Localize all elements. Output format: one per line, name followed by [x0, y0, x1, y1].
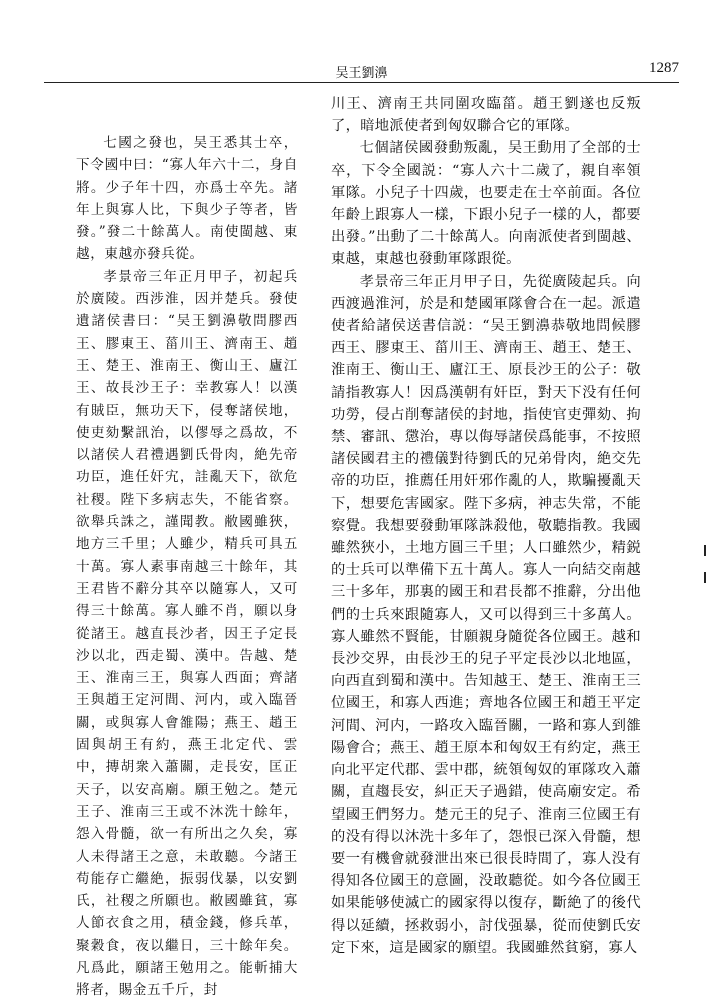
translation-paragraph: 孝景帝三年正月甲子日，先從廣陵起兵。向西渡過淮河，於是和楚國軍隊會合在一起。派遣使者給諸侯送書信説：“吴王劉濞恭敬地問候膠西王、膠東王、菑川王、濟南王、趙王、楚王、淮南王、衡山王、廬江王、原長沙王的公子：敬請指教寡人！因爲漢朝有奸臣，對天下没有任何功勞，侵占削奪諸侯的封地，指使官吏彈劾、拘禁、審訊、懲治，專以侮辱諸侯爲能事，不按照諸侯國君主的禮儀對待劉氏的兄弟骨肉，絶交先帝的功臣，推薦任用奸邪作亂的人，欺騙擾亂天下，想要危害國家。陛下多病，神志失常，不能察覺。我想要發動軍隊誅殺他，敬聽指教。我國雖然狹小，土地方圓三千里；人口雖然少，精鋭的士兵可以準備下五十萬人。寡人一向結交南越三十多年，那裏的國王和君長都不推辭，分出他們的士兵來跟隨寡人，又可以得到三十多萬人。寡人雖然不賢能，甘願親身隨從各位國王。越和長沙交界，由長沙王的兒子平定長沙以北地區，向西直到蜀和漢中。告知越王、楚王、淮南王三位國王，和寡人西進；齊地各位國王和趙王平定河間、河内，一路攻入臨晉關，一路和寡人到雒陽會合；燕王、趙王原本和匈奴王有約定，燕王向北平定代郡、雲中郡，統領匈奴的軍隊攻入蕭關，直趨長安，糾正天子過錯，使高廟安定。希望國王們努力。楚元王的兒子、淮南三位國王有的没有得以沐洗十多年了，怨恨已深入骨髓，想要一有機會就發泄出來已很長時間了，寡人没有得知各位國王的意圖，没敢聽從。如今各位國王如果能够使滅亡的國家得以復存，斷絶了的後代得以延續，拯救弱小，討伐强暴，從而使劉氏安定下來，這是國家的願望。我國雖然貧窮，寡人 [331, 273, 641, 956]
header-rule [44, 82, 679, 83]
original-paragraph: 七國之發也，吴王悉其士卒，下令國中曰：“寡人年六十二，身自將。少子年十四，亦爲士卒先。諸年上與寡人比，下與少子等者，皆發。”發二十餘萬人。南使閩越、東越，東越亦發兵從。 [76, 135, 298, 263]
original-paragraph: 孝景帝三年正月甲子，初起兵於廣陵。西涉淮，因并楚兵。發使遺諸侯書曰：“吴王劉濞敬問膠西王、膠東王、菑川王、濟南王、趙王、楚王、淮南王、衡山王、廬江王、故長沙王子：幸教寡人！以漢有賊臣，無功天下，侵奪諸侯地，使吏劾繫訊治，以僇辱之爲故，不以諸侯人君禮遇劉氏骨肉，絶先帝功臣，進任奸宄，詿亂天下，欲危社稷。陛下多病志失，不能省察。欲舉兵誅之，謹聞教。敝國雖狹，地方三千里；人雖少，精兵可具五十萬。寡人素事南越三十餘年，其王君皆不辭分其卒以隨寡人，又可得三十餘萬。寡人雖不肖，願以身從諸王。越直長沙者，因王子定長沙以北，西走蜀、漢中。告越、楚王、淮南三王，與寡人西面；齊諸王與趙王定河間、河内，或入臨晉關，或與寡人會雒陽；燕王、趙王固與胡王有約，燕王北定代、雲中，摶胡衆入蕭關，走長安，匡正天子，以安高廟。願王勉之。楚元王子、淮南三王或不沐洗十餘年，怨入骨髓，欲一有所出之久矣，寡人未得諸王之意，未敢聽。今諸王苟能存亡繼絶，振弱伐暴，以安劉氏，社稷之所願也。敝國雖貧，寡人節衣食之用，積金錢，修兵革，聚穀食，夜以繼日，三十餘年矣。凡爲此，願諸王勉用之。能斬捕大將者，賜金五千斤，封 [76, 268, 298, 999]
margin-mark [704, 545, 706, 556]
translation-column [331, 93, 641, 959]
page-header [44, 60, 679, 84]
translation-continuation: 川王、濟南王共同圍攻臨菑。趙王劉遂也反叛了，暗地派使者到匈奴聯合它的軍隊。 [331, 96, 641, 135]
page-number: 1287 [649, 60, 679, 76]
translation-paragraph: 七個諸侯國發動叛亂，吴王動用了全部的士卒，下令全國説：“寡人六十二歲了，親自率領軍隊。小兒子十四歲，也要走在士卒前面。各位年齡上跟寡人一樣，下跟小兒子一樣的人，都要出發。”出動了二十餘萬人。向南派使者到閩越、東越，東越也發動軍隊跟從。 [331, 140, 641, 268]
margin-mark [704, 572, 706, 583]
running-title: 吴王劉濞 [335, 66, 388, 81]
original-text-column [76, 132, 298, 1002]
